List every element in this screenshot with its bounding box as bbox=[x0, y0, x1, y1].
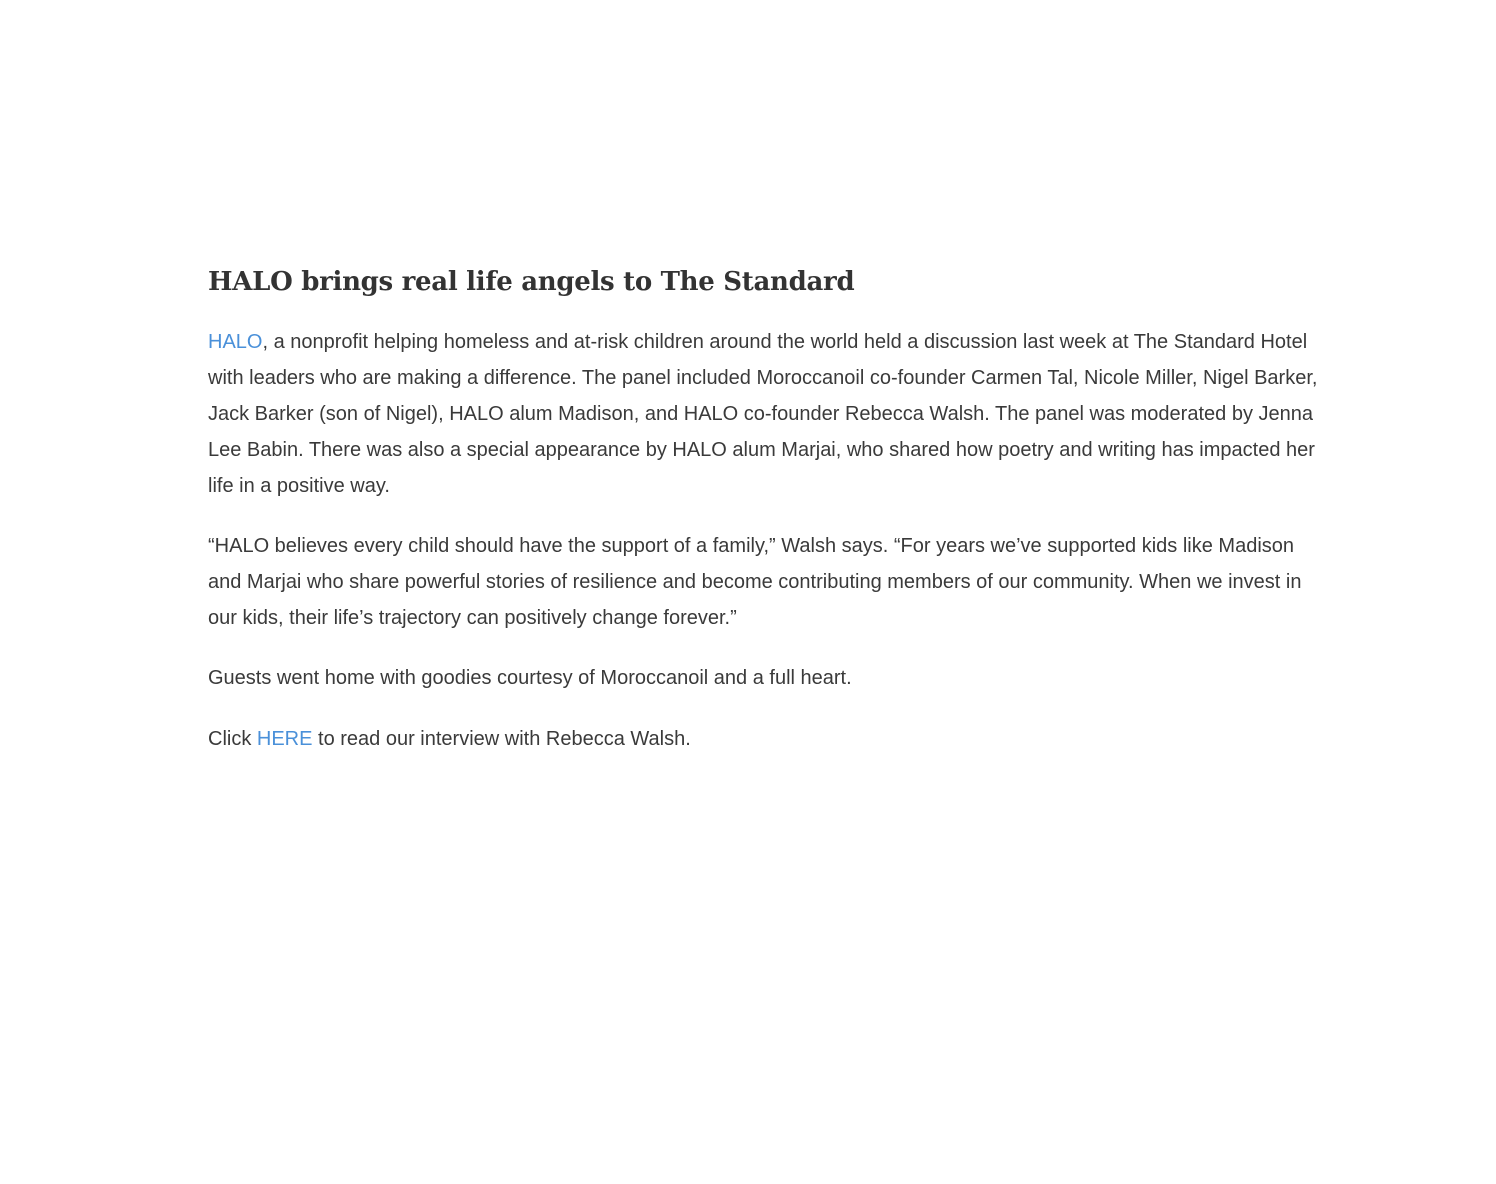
paragraph-intro bbox=[208, 324, 1328, 504]
article bbox=[208, 262, 1328, 757]
here-link[interactable]: HERE bbox=[256, 728, 313, 750]
paragraph-quote: “HALO believes every child should have the support of a family,” Walsh says. “For years we’ve supported kids like Madison and Marjai who share powerful stories of resilience and become contributing members of our community. When we invest in our kids, their life’s trajectory can positively change forever.” bbox=[208, 535, 1302, 629]
paragraph-intro-text: , a nonprofit helping homeless and at-risk children around the world held a discussion last week at The Standard Hotel with leaders who are making a difference. The panel included Moroccanoil co-founder Carmen Tal, Nicole Miller, Nigel Barker, Jack Barker (son of Nigel), HALO alum Madison, and HALO co-founder Rebecca Walsh. The panel was moderated by Jenna Lee Babin. There was also a special appearance by HALO alum Marjai, who shared how poetry and writing has impacted her life in a positive way. bbox=[208, 331, 1318, 497]
paragraph-guests: Guests went home with goodies courtesy of Moroccanoil and a full heart. bbox=[208, 667, 852, 689]
interview-suffix: to read our interview with Rebecca Walsh. bbox=[312, 728, 691, 750]
paragraph-interview bbox=[208, 721, 1328, 757]
halo-link[interactable]: HALO bbox=[208, 331, 263, 353]
interview-prefix: Click bbox=[208, 728, 257, 750]
article-title: HALO brings real life angels to The Standard bbox=[208, 267, 855, 297]
